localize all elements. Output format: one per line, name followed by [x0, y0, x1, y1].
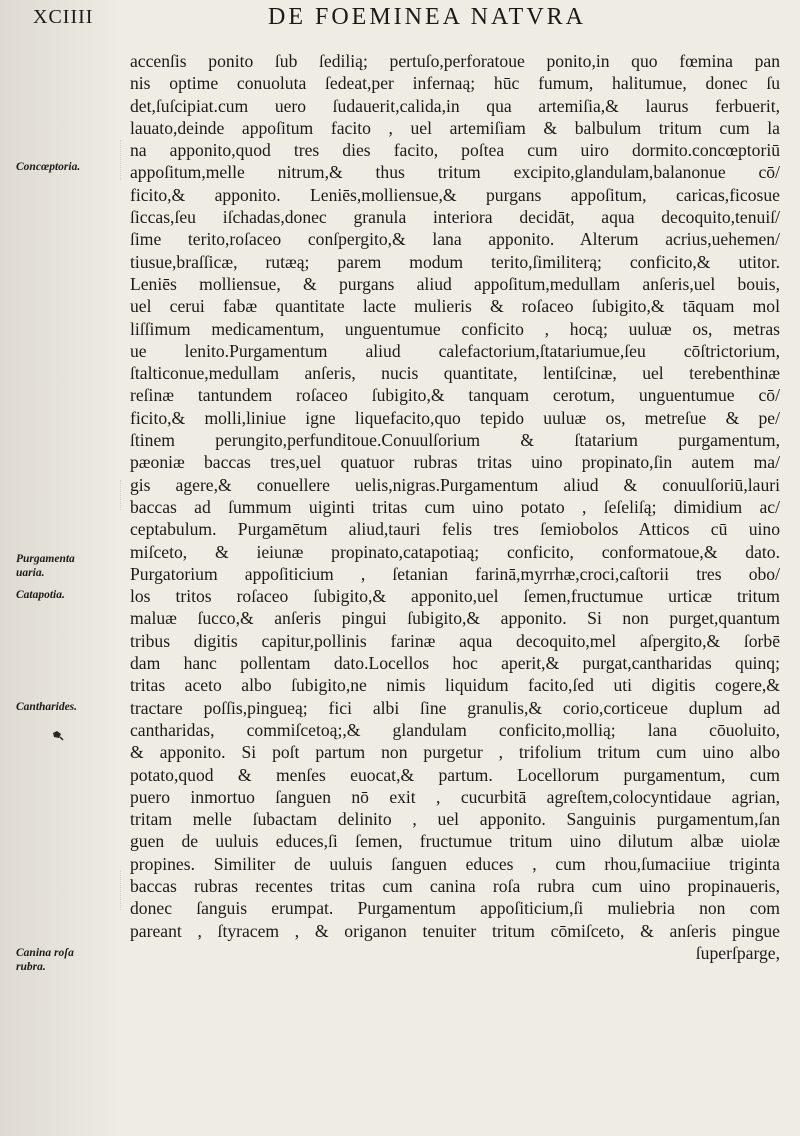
text-line: na apponito,quod tres dies facito, poſtea cum uiro dormito.concœptoriū: [130, 140, 780, 161]
text-line: appoſitum,melle nitrum,& thus tritum excipito,glandulam,balanonue cō/: [130, 162, 780, 183]
text-line: ſuperſparge,: [695, 942, 780, 963]
show-through-mark: [55, 870, 121, 910]
text-line: tractare poſſis,pingueą; fici albi ſine granulis,& corio,corticeue duplum ad: [130, 697, 780, 718]
text-line: tiusue,braſſicæ, rutæą; parem modum terito,ſimiliterą; conficito,& utitor.: [130, 251, 780, 272]
text-line: gis agere,& conuellere uelis,nigras.Purgamentum aliud & conuulſoriū,lauri: [130, 474, 780, 495]
text-line: guen de uuluis educes,ſi ſemen, fructumue tritum uino dilutum albæ uiolæ: [130, 831, 780, 852]
text-line: cantharidas, commiſcetoą;,& glandulam conficito,mollią; lana cōuoluito,: [130, 719, 780, 740]
folio-number: XCIIII: [33, 6, 94, 28]
show-through-mark: [55, 480, 121, 510]
text-line: los tritos roſaceo ſubigito,& apponito,uel ſemen,fructumue urticæ tritum: [130, 586, 780, 607]
text-line: dam hanc pollentam dato.Locellos hoc aperit,& purgat,cantharidas quinq;: [130, 653, 780, 674]
page-header: [0, 2, 800, 36]
ink-blot-icon: [50, 728, 64, 742]
text-line: nis optime conuoluta ſedeat,per infernaą; hūc fumum, halitumue, donec ſu: [130, 73, 780, 94]
text-line: ficito,& molli,liniue igne liquefacito,quo tepido uuluæ os, metreſue & pe/: [130, 407, 780, 428]
text-line: reſinæ tantundem roſaceo ſubigito,& tanquam cerotum, unguentumue cō/: [130, 385, 780, 406]
text-line: donec ſanguis erumpat. Purgamentum appoſiticium,ſi muliebria non com: [130, 898, 780, 919]
text-line: ſime terito,roſaceo conſpergito,& lana apponito. Alterum acrius,uehemen/: [130, 229, 780, 250]
text-line: ue lenito.Purgamentum aliud calefactorium,ſtatariumue,ſeu cōſtrictorium,: [130, 340, 780, 361]
text-line: uel cerui fabæ quantitate lacte mulieris & roſaceo ſubigito,& tāquam mol: [130, 296, 780, 317]
marginal-note-canina-rosa-rubra: Canina roſa rubra.: [16, 947, 74, 973]
text-line: propines. Similiter de uuluis ſanguen educes , cum rhou,ſumaciiue triginta: [130, 853, 780, 874]
text-line: ceptabulum. Purgamētum aliud,tauri felis tres ſemiobolos Atticos cū uino: [130, 519, 780, 540]
main-text-block: [130, 50, 780, 964]
running-head: DE FOEMINEA NATVRA: [268, 4, 586, 30]
text-line: ficito,& apponito. Leniēs,molliensue,& purgans appoſitum, caricas,ficosue: [130, 184, 780, 205]
text-line: pareant , ſtyracem , & origanon tenuiter tritum cōmiſceto, & anſeris pingue: [130, 920, 780, 941]
text-line: Leniēs molliensue, & purgans aliud appoſitum,medullam anſeris,uel bouis,: [130, 273, 780, 294]
text-line: Purgatorium appoſiticium , ſetanian farinā,myrrhæ,croci,caſtorii tres obo/: [130, 563, 780, 584]
text-line: ſtalticonue,medullam anſeris, nucis quantitate, lentiſcinæ, uel terebenthinæ: [130, 363, 780, 384]
text-line: miſceto, & ieiunæ propinato,catapotiaą; conficito, conformatoue,& dato.: [130, 541, 780, 562]
marginal-note-catapotia: Catapotia.: [16, 589, 65, 601]
marginal-note-conceptoria: Concœptoria.: [16, 161, 81, 173]
text-line: tritas aceto albo ſubigito,ne nimis liquidum facito,ſed uti digitis cogere,&: [130, 675, 780, 696]
text-line: tribus digitis capitur,pollinis farinæ aqua decoquito,mel aſpergito,& ſorbē: [130, 630, 780, 651]
text-line: maluæ ſucco,& anſeris pingui ſubigito,& apponito. Si non purget,quantum: [130, 608, 780, 629]
text-line: puero inmortuo ſanguen nō exit , cucurbitā agreſtem,colocyntidaue agrian,: [130, 786, 780, 807]
text-line: det,ſuſcipiat.cum uero ſudauerit,calida,in qua artemiſia,& laurus ferbuerit,: [130, 95, 780, 116]
text-line: pæoniæ baccas tres,uel quatuor rubras tritas uino propinato,ſin autem ma/: [130, 452, 780, 473]
text-line: & apponito. Si poſt partum non purgetur , trifolium tritum cum uino albo: [130, 742, 780, 763]
text-line: liſſimum medicamentum, unguentumue conficito , hocą; uuluæ os, metras: [130, 318, 780, 339]
marginal-note-cantharides: Cantharides.: [16, 701, 78, 713]
text-line: potato,quod & menſes euocat,& partum. Locellorum purgamentum, cum: [130, 764, 780, 785]
text-line: baccas ad ſummum uiginti tritas cum uino potato , ſeſeliſą; dimidium ac/: [130, 496, 780, 517]
text-line: baccas rubras recentes tritas cum canina roſa rubra cum uino propinaueris,: [130, 875, 780, 896]
text-line: accenſis ponito ſub ſedilią; pertuſo,perforatoue ponito,in quo fœmina pan: [130, 51, 780, 71]
text-line: ſtinem perungito,perfunditoue.Conuulſorium & ſtatarium purgamentum,: [130, 430, 780, 451]
text-line: lauato,deinde appoſitum facito , uel artemiſiam & balbulum tritum cum la: [130, 117, 780, 138]
text-line: tritam melle ſubactam delinito , uel apponito. Sanguinis purgamentum,ſan: [130, 809, 780, 830]
text-line: ſiccas,ſeu iſchadas,donec granula interiora decidāt, aqua decoquito,tenuiſ/: [130, 207, 780, 228]
marginal-note-purgamenta-uaria: Purgamenta uaria.: [16, 553, 75, 579]
